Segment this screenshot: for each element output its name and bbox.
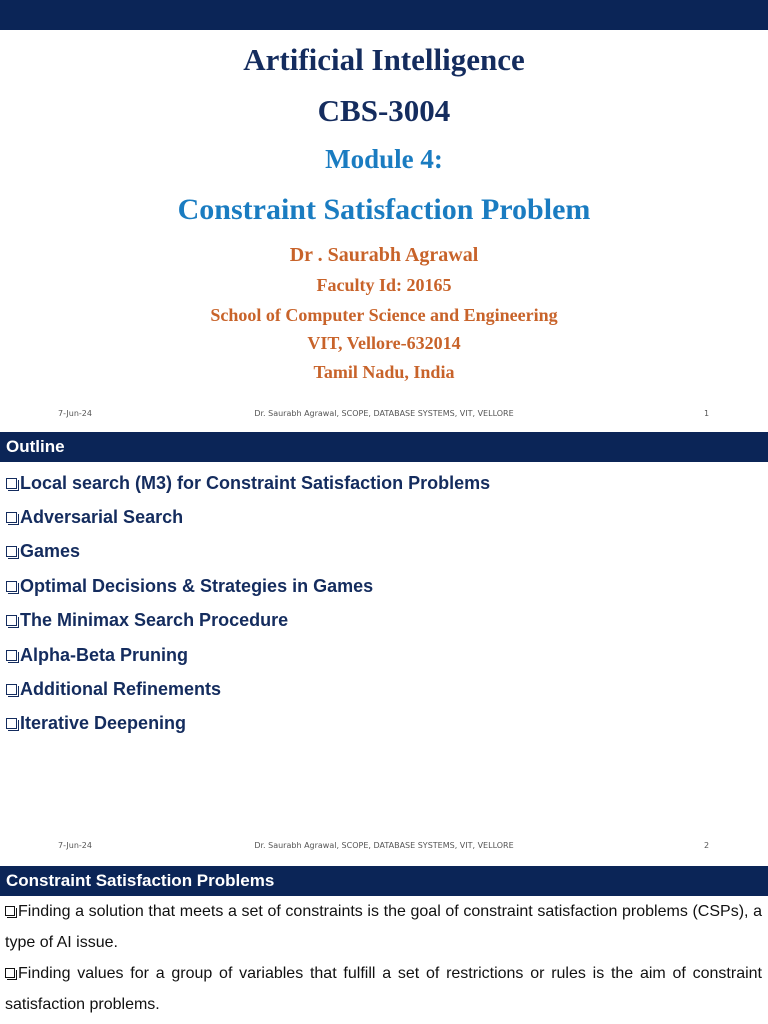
list-item-label: Games [20, 541, 81, 562]
list-item [6, 535, 490, 569]
footer-date: 7-Jun-24 [58, 409, 92, 418]
outline-list [6, 466, 490, 741]
list-item [6, 672, 490, 706]
slide-footer [0, 839, 768, 853]
institute-name: VIT, Vellore-632014 [307, 333, 461, 353]
list-item [6, 500, 490, 534]
outline-header: Outline [0, 432, 768, 462]
bullet-icon [6, 546, 17, 557]
list-item-label: Iterative Deepening [20, 713, 187, 734]
list-item [6, 707, 490, 741]
bullet-icon [6, 512, 17, 523]
top-header-bar [0, 0, 768, 30]
list-item-label: Adversarial Search [20, 507, 184, 528]
list-item-label: Alpha-Beta Pruning [20, 644, 189, 665]
module-label: Module 4: [325, 144, 443, 174]
school-name: School of Computer Science and Engineering [210, 305, 558, 325]
list-item [6, 466, 490, 500]
author-name: Dr . Saurabh Agrawal [289, 244, 479, 266]
footer-text: Dr. Saurabh Agrawal, SCOPE, DATABASE SYSTEMS, VIT, VELLORE [254, 841, 514, 850]
footer-date: 7-Jun-24 [58, 841, 92, 850]
module-topic: Constraint Satisfaction Problem [177, 193, 591, 226]
bullet-icon [6, 581, 17, 592]
list-item [6, 604, 490, 638]
bullet-icon [5, 968, 15, 978]
list-item-label: The Minimax Search Procedure [20, 610, 289, 631]
bullet-icon [6, 718, 17, 729]
list-item-label: Additional Refinements [20, 679, 222, 700]
bullet-icon [6, 615, 17, 626]
course-code: CBS-3004 [317, 93, 451, 128]
list-item [6, 569, 490, 603]
paragraph [5, 896, 762, 958]
csp-content [5, 896, 762, 1020]
bullet-icon [5, 906, 15, 916]
faculty-id: Faculty Id: 20165 [316, 275, 452, 295]
footer-text: Dr. Saurabh Agrawal, SCOPE, DATABASE SYSTEMS, VIT, VELLORE [254, 409, 514, 418]
paragraph-text: Finding a solution that meets a set of constraints is the goal of constraint satisfaction problems (CSPs), a type of AI issue. [5, 903, 762, 951]
bullet-icon [6, 684, 17, 695]
bullet-icon [6, 650, 17, 661]
slide-title: Artificial Intelligence [243, 42, 525, 77]
paragraph [5, 958, 762, 1020]
slide-footer [0, 407, 768, 421]
bullet-icon [6, 478, 17, 489]
paragraph-text: Finding values for a group of variables that fulfill a set of restrictions or rules is the aim of constraint satisfaction problems. [5, 965, 762, 1013]
list-item-label: Local search (M3) for Constraint Satisfaction Problems [20, 472, 491, 493]
footer-page-number: 2 [704, 841, 710, 850]
csp-header: Constraint Satisfaction Problems [0, 866, 768, 896]
list-item-label: Optimal Decisions & Strategies in Games [20, 575, 374, 596]
footer-page-number: 1 [704, 409, 710, 418]
region-name: Tamil Nadu, India [313, 362, 455, 382]
list-item [6, 638, 490, 672]
